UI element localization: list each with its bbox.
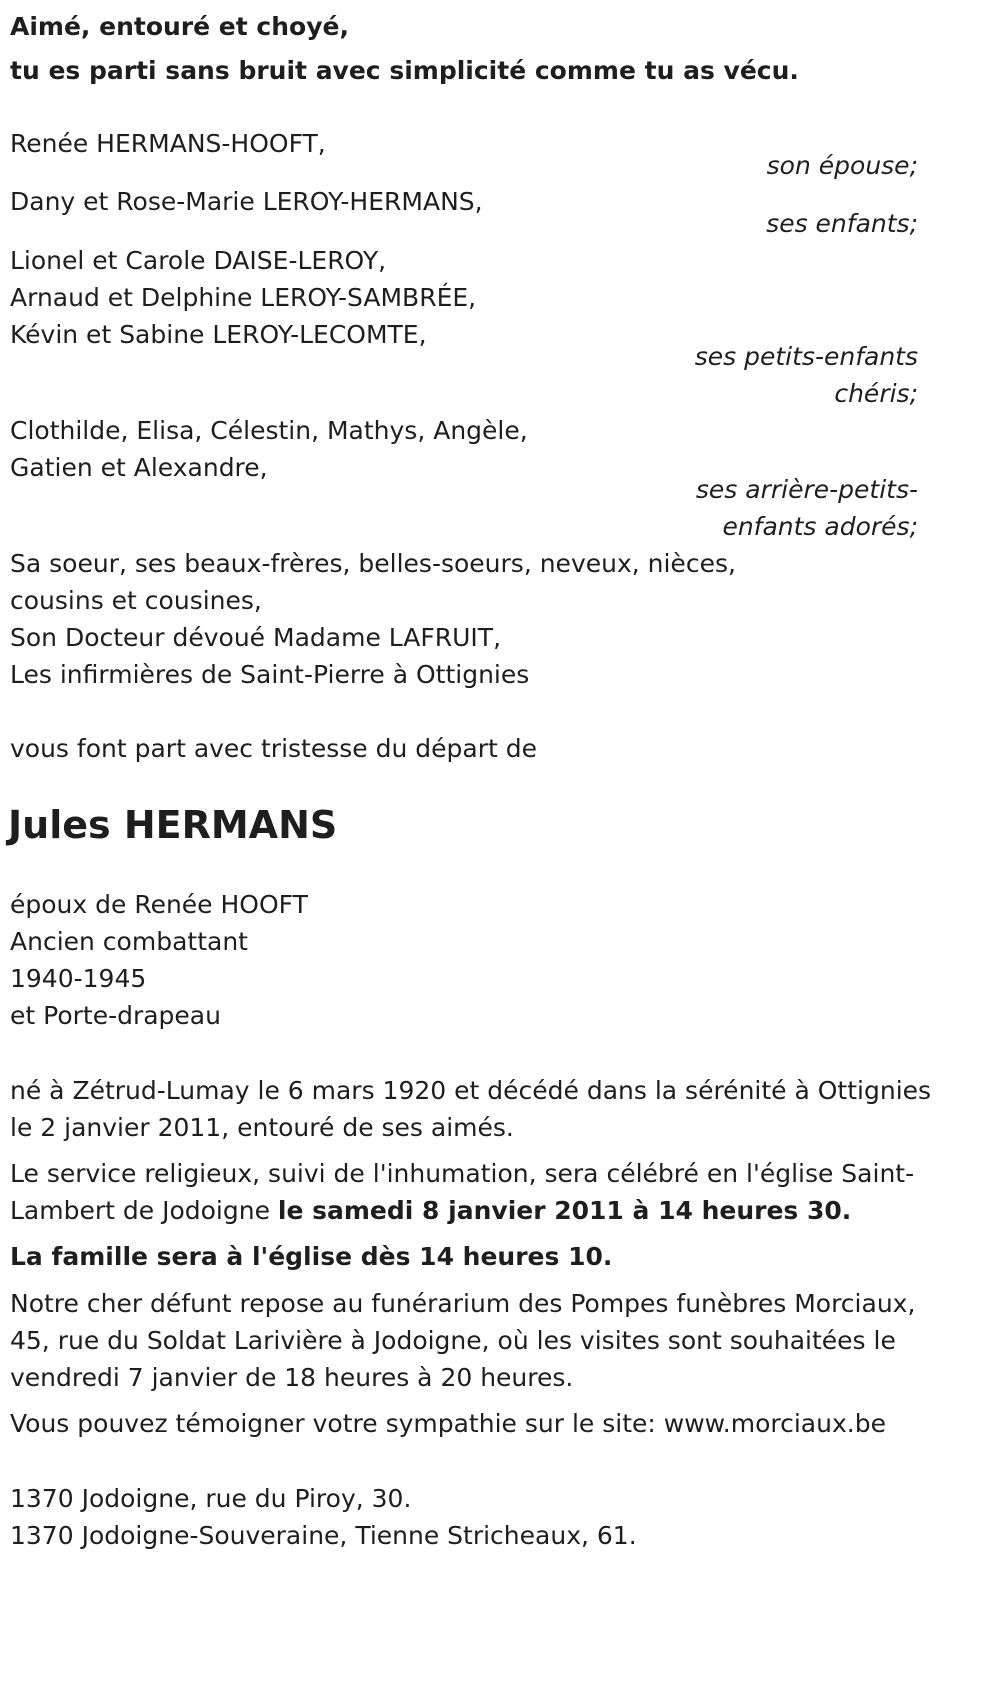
family-note: La famille sera à l'église dès 14 heures 10.	[10, 1242, 613, 1271]
deceased-detail-4: et Porte-drapeau	[10, 1001, 221, 1030]
service-line-1: Le service religieux, suivi de l'inhumation, sera célébré en l'église Saint-	[10, 1159, 915, 1188]
visitation-line-3: vendredi 7 janvier de 18 heures à 20 heures.	[10, 1363, 574, 1392]
grandchildren-role-1: ses petits-enfants	[694, 342, 918, 371]
sympathy-line: Vous pouvez témoigner votre sympathie sur le site: www.morciaux.be	[10, 1409, 886, 1438]
address-line-2: 1370 Jodoigne-Souveraine, Tienne Stricheaux, 61.	[10, 1521, 637, 1550]
intro-line-1: Aimé, entouré et choyé,	[10, 12, 349, 41]
service-location: Lambert de Jodoigne	[10, 1196, 278, 1225]
grandchildren-role-2: chéris;	[834, 379, 918, 408]
grandchildren-line-2: Arnaud et Delphine LEROY-SAMBRÉE,	[10, 283, 477, 312]
grandchildren-line-1: Lionel et Carole DAISE-LEROY,	[10, 246, 387, 275]
intro-line-2: tu es parti sans bruit avec simplicité comme tu as vécu.	[10, 56, 799, 85]
visitation-line-2: 45, rue du Soldat Larivière à Jodoigne, où les visites sont souhaitées le	[10, 1326, 896, 1355]
others-line-2: cousins et cousines,	[10, 586, 262, 615]
grandchildren-line-3: Kévin et Sabine LEROY-LECOMTE,	[10, 320, 427, 349]
others-line-3: Son Docteur dévoué Madame LAFRUIT,	[10, 623, 502, 652]
announcement: vous font part avec tristesse du départ de	[10, 734, 537, 763]
service-datetime: le samedi 8 janvier 2011 à 14 heures 30.	[277, 1196, 852, 1225]
dates-line-1: né à Zétrud-Lumay le 6 mars 1920 et décédé dans la sérénité à Ottignies	[10, 1076, 932, 1105]
service-line-2	[10, 1192, 851, 1229]
children-name: Dany et Rose-Marie LEROY-HERMANS,	[10, 187, 483, 216]
great-grandchildren-line-2: Gatien et Alexandre,	[10, 453, 268, 482]
spouse-role: son épouse;	[766, 151, 918, 180]
deceased-name: Jules HERMANS	[8, 803, 338, 847]
address-line-1: 1370 Jodoigne, rue du Piroy, 30.	[10, 1484, 412, 1513]
deceased-detail-1: époux de Renée HOOFT	[10, 890, 308, 919]
others-line-4: Les infirmières de Saint-Pierre à Ottignies	[10, 660, 530, 689]
dates-line-2: le 2 janvier 2011, entouré de ses aimés.	[10, 1113, 514, 1142]
great-grandchildren-role-1: ses arrière-petits-	[695, 475, 918, 504]
deceased-detail-3: 1940-1945	[10, 964, 147, 993]
visitation-line-1: Notre cher défunt repose au funérarium des Pompes funèbres Morciaux,	[10, 1289, 916, 1318]
others-line-1: Sa soeur, ses beaux-frères, belles-soeurs, neveux, nièces,	[10, 549, 736, 578]
children-role: ses enfants;	[766, 209, 918, 238]
deceased-detail-2: Ancien combattant	[10, 927, 248, 956]
spouse-name: Renée HERMANS-HOOFT,	[10, 129, 326, 158]
great-grandchildren-line-1: Clothilde, Elisa, Célestin, Mathys, Angèle,	[10, 416, 528, 445]
great-grandchildren-role-2: enfants adorés;	[722, 512, 918, 541]
